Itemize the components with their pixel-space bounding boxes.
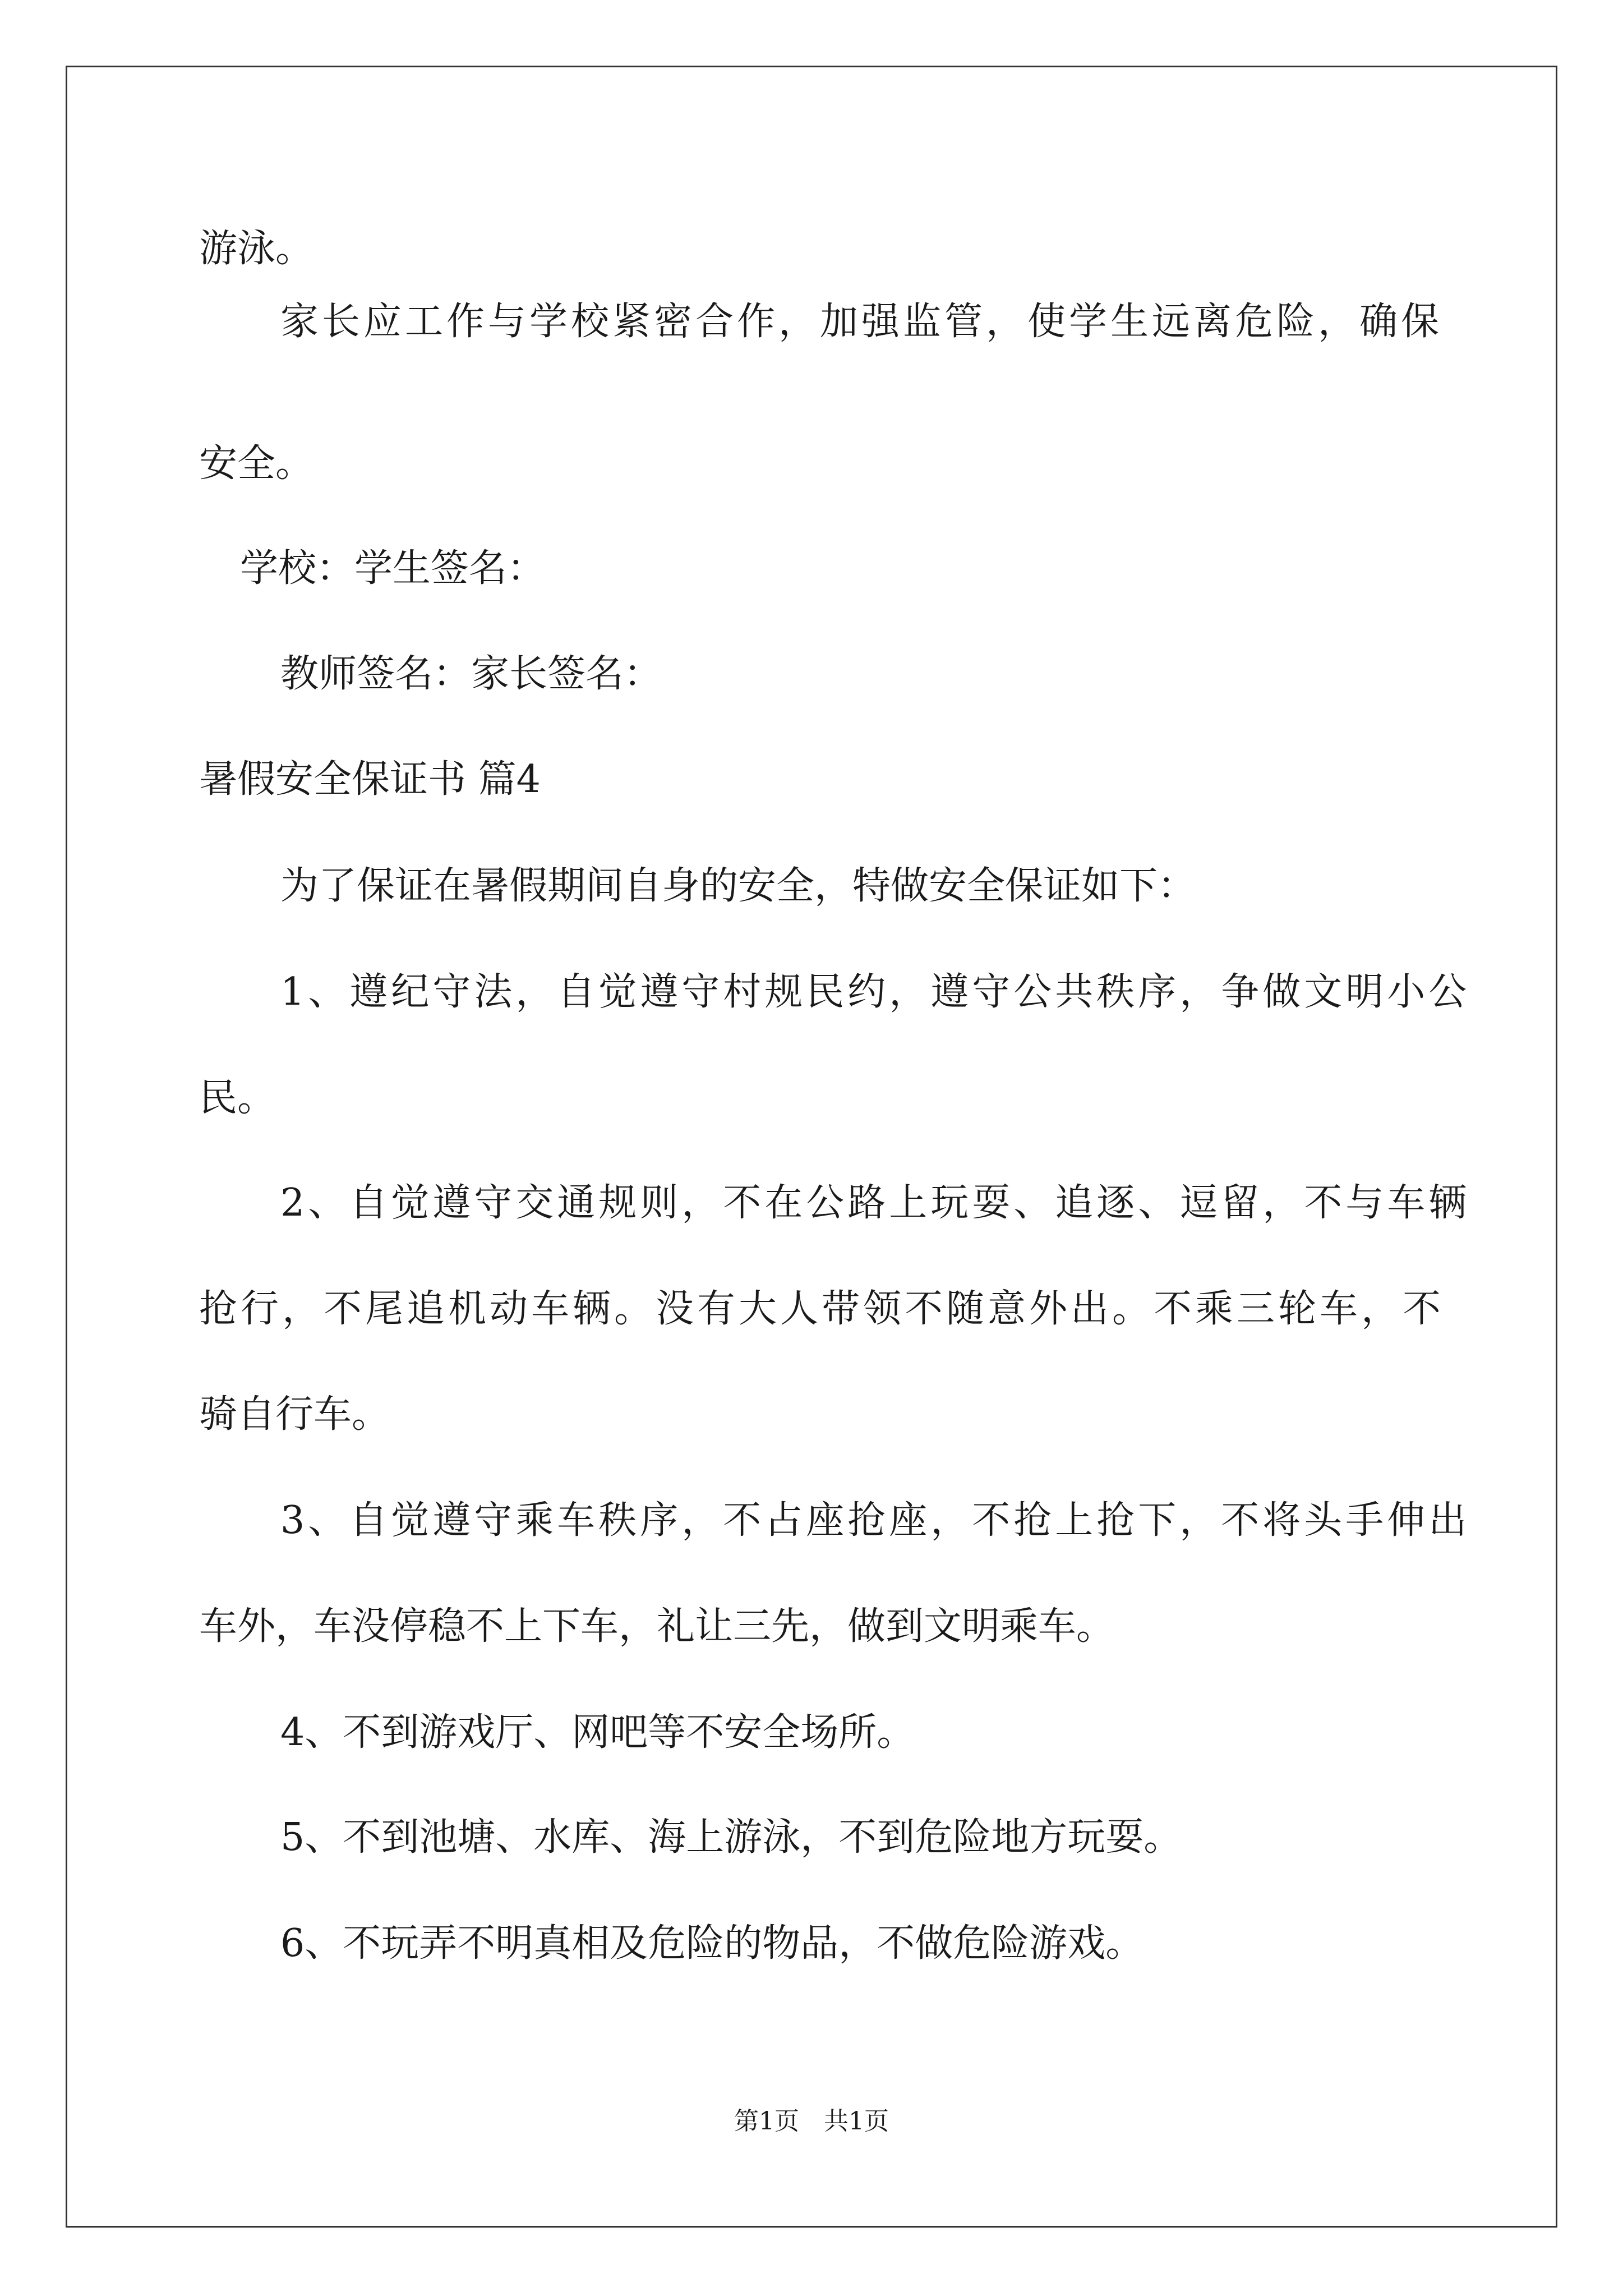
paragraph-line: 为了保证在暑假期间自身的安全，特做安全保证如下： [280,864,1196,908]
signature-line-school: 学校：学生签名： [240,546,546,591]
paragraph-line: 游泳。 [199,227,314,271]
list-item-line: 2、自觉遵守交通规则，不在公路上玩耍、追逐、逗留，不与车辆 [280,1181,1470,1225]
page-footer [0,2109,1623,2134]
section-heading: 暑假安全保证书 篇4 [199,757,541,802]
list-item-line: 4、不到游戏厅、网吧等不安全场所。 [280,1710,915,1755]
list-item-line: 骑自行车。 [199,1392,390,1437]
list-item-line: 1、遵纪守法，自觉遵守村规民约，遵守公共秩序，争做文明小公 [280,970,1470,1014]
list-item-line: 民。 [199,1076,276,1120]
list-item-line: 6、不玩弄不明真相及危险的物品，不做危险游戏。 [280,1921,1144,1966]
paragraph-line: 安全。 [199,441,314,486]
signature-line-teacher: 教师签名：家长签名： [280,652,662,696]
list-item-line: 抢行，不尾追机动车辆。没有大人带领不随意外出。不乘三轮车，不 [199,1287,1445,1331]
page-border [66,66,1557,2228]
page-total: 共1页 [824,2107,889,2136]
list-item-line: 车外，车没停稳不上下车，礼让三先，做到文明乘车。 [199,1604,1115,1649]
list-item-line: 3、自觉遵守乘车秩序，不占座抢座，不抢上抢下，不将头手伸出 [280,1498,1470,1543]
page-number: 第1页 [734,2107,799,2136]
paragraph-line: 家长应工作与学校紧密合作，加强监管，使学生远离危险，确保 [280,300,1443,344]
list-item-line: 5、不到池塘、水库、海上游泳，不到危险地方玩耍。 [280,1815,1182,1860]
